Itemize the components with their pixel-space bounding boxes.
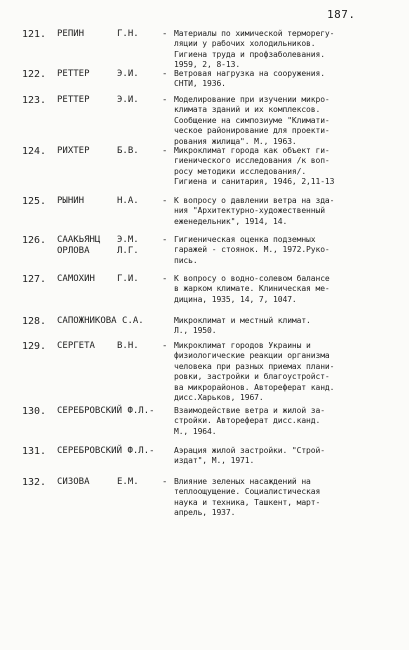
entry-author: РЕПИН xyxy=(57,29,85,39)
entry-number: 121. xyxy=(22,29,47,40)
entry-initials: Э.М. Л.Г. xyxy=(117,235,139,256)
entry-initials: Э.И. xyxy=(117,69,139,79)
entry-number: 122. xyxy=(22,69,47,80)
entry-number: 132. xyxy=(22,477,47,488)
entry-initials: Н.А. xyxy=(117,196,139,206)
entry-dash: - xyxy=(162,341,168,351)
entry-author: СЕРЕБРОВСКИЙ Ф.Л.- xyxy=(57,446,155,456)
entry-text-line: наука и техника, Ташкент, март- xyxy=(174,497,321,507)
entry-text-line: апрель, 1937. xyxy=(174,508,236,518)
entry-text-line: Гигиеническая оценка подземных xyxy=(174,235,316,244)
entry-number: 131. xyxy=(22,446,47,457)
entry-number: 127. xyxy=(22,274,47,285)
entry-text xyxy=(174,406,392,437)
entry-text-line: СНТИ, 1936. xyxy=(174,79,226,89)
entry-number: 126. xyxy=(22,235,47,246)
entry-text-line: Микроклимат городов Украины и xyxy=(174,341,311,350)
entry-text xyxy=(174,341,392,403)
entry-text-line: пись. xyxy=(174,255,198,265)
entry-text-line: Сообщение на симпозиуме "Климати- xyxy=(174,115,330,125)
entry-initials: Г.И. xyxy=(117,274,139,284)
entry-text-line: К вопросу о давлении ветра на зда- xyxy=(174,196,335,205)
entry-text-line: Аэрация жилой застройки. "Строй- xyxy=(174,446,325,455)
entry-number: 129. xyxy=(22,341,47,352)
entry-number: 128. xyxy=(22,316,47,327)
entry-text-line: в жарком климате. Клиническая ме- xyxy=(174,284,330,294)
entry-text xyxy=(174,316,392,337)
entry-text-line: Моделирование при изучении микро- xyxy=(174,95,330,104)
entry-number: 123. xyxy=(22,95,47,106)
entry-text-line: ва микрорайонов. Автореферат канд. xyxy=(174,382,335,392)
entry-text-line: Влияние зеленых насаждений на xyxy=(174,477,311,486)
entry-text-line: росу методики исследования/. xyxy=(174,166,307,176)
entry-dash: - xyxy=(162,235,168,245)
entry-text-line: Л., 1950. xyxy=(174,326,217,336)
entry-text-line: 1959, 2, 8-13. xyxy=(174,60,241,70)
entry-initials: Е.М. xyxy=(117,477,139,487)
entry-text xyxy=(174,274,392,305)
entry-dash: - xyxy=(162,146,168,156)
entry-dash: - xyxy=(162,95,168,105)
entry-text-line: издат", М., 1971. xyxy=(174,456,255,466)
entry-text-line: Гигиена труда и профзаболевания. xyxy=(174,49,325,59)
entry-text-line: ческое районирование для проекти- xyxy=(174,126,330,136)
entry-text xyxy=(174,29,392,71)
entry-text-line: человека при разных приемах плани- xyxy=(174,361,335,371)
entry-initials: Г.Н. xyxy=(117,29,139,39)
entry-author: СААКЬЯНЦ ОРЛОВА xyxy=(57,235,101,256)
entry-text-line: Взаимодействие ветра и жилой за- xyxy=(174,406,325,415)
entry-dash: - xyxy=(162,274,168,284)
entry-dash: - xyxy=(162,196,168,206)
entry-text-line: теплоощущение. Социалистическая xyxy=(174,487,321,497)
entry-author: РЕТТЕР xyxy=(57,95,90,105)
entry-text xyxy=(174,69,392,90)
entry-text-line: К вопросу о водно-солевом балансе xyxy=(174,274,330,283)
entry-dash: - xyxy=(162,29,168,39)
entry-text-line: дицина, 1935, 14, 7, 1047. xyxy=(174,294,297,304)
entry-text xyxy=(174,196,392,227)
entry-text-line: дисс.Харьков, 1967. xyxy=(174,393,264,403)
entry-text-line: М., 1964. xyxy=(174,426,217,436)
entry-text-line: Микроклимат города как объект ги- xyxy=(174,146,330,155)
entry-text xyxy=(174,95,392,147)
entry-text-line: ляции у рабочих холодильников. xyxy=(174,39,316,49)
entry-author: СИЗОВА xyxy=(57,477,90,487)
entry-author: РИХТЕР xyxy=(57,146,90,156)
entry-text-line: ровки, застройки и благоустройст- xyxy=(174,372,330,382)
page-number: 187. xyxy=(327,8,356,21)
entry-number: 124. xyxy=(22,146,47,157)
entry-text-line: гаражей - стоянок. М., 1972.Руко- xyxy=(174,245,330,255)
entry-author: САМОХИН xyxy=(57,274,95,284)
entry-text-line: Материалы по химической терморегу- xyxy=(174,29,335,38)
entry-text-line: Гигиена и санитария, 1946, 2,11-13 xyxy=(174,177,335,187)
entry-text-line: Ветровая нагрузка на сооружения. xyxy=(174,69,325,78)
entry-author: РЕТТЕР xyxy=(57,69,90,79)
entry-text-line: стройки. Автореферат дисс.канд. xyxy=(174,416,321,426)
entry-text xyxy=(174,446,392,467)
entry-initials: В.Н. xyxy=(117,341,139,351)
entry-number: 130. xyxy=(22,406,47,417)
entry-dash: - xyxy=(162,69,168,79)
entry-author: САПОЖНИКОВА С.А. xyxy=(57,316,144,326)
entry-text xyxy=(174,477,392,519)
entry-text-line: еженедельник", 1914, 14. xyxy=(174,216,288,226)
entry-text-line: рования жилища". М., 1963. xyxy=(174,136,297,146)
entry-text xyxy=(174,235,392,266)
entry-text-line: физиологические реакции организма xyxy=(174,351,330,361)
entry-text-line: Микроклимат и местный климат. xyxy=(174,316,311,325)
entry-author: СЕРГЕТА xyxy=(57,341,95,351)
entry-author: СЕРЕБРОВСКИЙ Ф.Л.- xyxy=(57,406,155,416)
entry-text-line: ния "Архитектурно-художественный xyxy=(174,206,325,216)
entry-author: РЫНИН xyxy=(57,196,85,206)
entry-initials: Б.В. xyxy=(117,146,139,156)
entry-dash: - xyxy=(162,477,168,487)
entry-text-line: климата зданий и их комплексов. xyxy=(174,105,321,115)
entry-number: 125. xyxy=(22,196,47,207)
entry-text-line: гиенического исследования /к воп- xyxy=(174,156,330,166)
entry-text xyxy=(174,146,392,188)
entry-initials: Э.И. xyxy=(117,95,139,105)
